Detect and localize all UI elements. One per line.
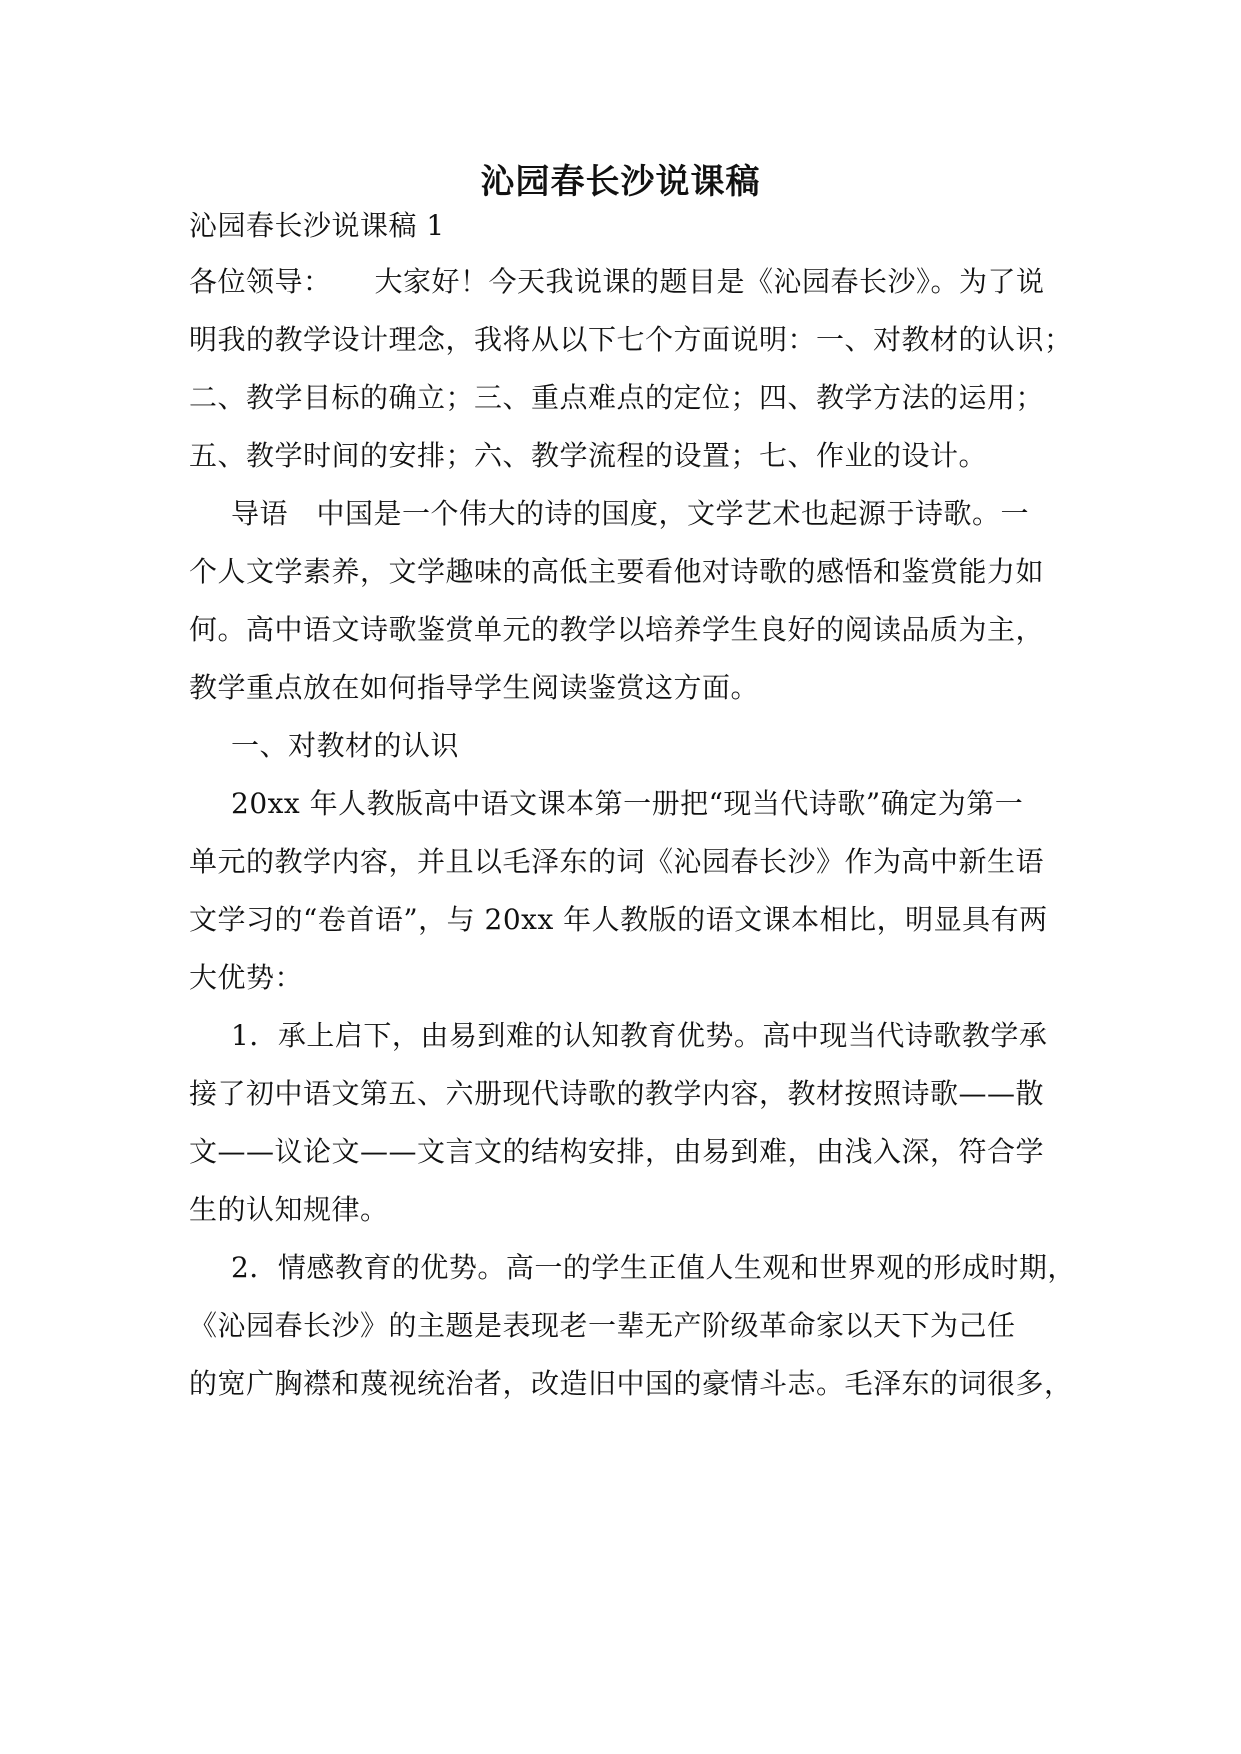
paragraph-line: 2．情感教育的优势。高一的学生正值人生观和世界观的形成时期， <box>231 1251 1076 1284</box>
paragraph-line: 文学习的“卷首语”，与 20xx 年人教版的语文课本相比，明显具有两 <box>189 903 1048 936</box>
paragraph-line: 生的认知规律。 <box>189 1193 389 1226</box>
paragraph-line: 的宽广胸襟和蔑视统治者，改造旧中国的豪情斗志。毛泽东的词很多， <box>189 1367 1073 1400</box>
paragraph-line: 接了初中语文第五、六册现代诗歌的教学内容，教材按照诗歌——散 <box>189 1077 1045 1110</box>
paragraph-line: 大优势： <box>189 961 304 994</box>
paragraph-line: 20xx 年人教版高中语文课本第一册把“现当代诗歌”确定为第一 <box>231 787 1024 820</box>
section-heading: 一、对教材的认识 <box>231 729 460 762</box>
paragraph-line: 《沁园春长沙》的主题是表现老一辈无产阶级革命家以天下为己任 <box>189 1309 1016 1342</box>
paragraph-line: 五、教学时间的安排；六、教学流程的设置；七、作业的设计。 <box>189 439 988 472</box>
paragraph-line: 1．承上启下，由易到难的认知教育优势。高中现当代诗歌教学承 <box>231 1019 1048 1052</box>
paragraph-line: 教学重点放在如何指导学生阅读鉴赏这方面。 <box>189 671 760 704</box>
paragraph-line: 文——议论文——文言文的结构安排，由易到难，由浅入深，符合学 <box>189 1135 1045 1168</box>
paragraph-line: 个人文学素养，文学趣味的高低主要看他对诗歌的感悟和鉴赏能力如 <box>189 555 1045 588</box>
subtitle-line: 沁园春长沙说课稿 1 <box>189 209 445 242</box>
paragraph-line: 各位领导： 大家好！今天我说课的题目是《沁园春长沙》。为了说 <box>189 265 1045 298</box>
paragraph-line: 明我的教学设计理念，我将从以下七个方面说明：一、对教材的认识； <box>189 323 1073 356</box>
paragraph-line: 导语 中国是一个伟大的诗的国度，文学艺术也起源于诗歌。一 <box>231 497 1030 530</box>
page-title: 沁园春长沙说课稿 <box>480 162 761 202</box>
paragraph-line: 何。高中语文诗歌鉴赏单元的教学以培养学生良好的阅读品质为主， <box>189 613 1045 646</box>
paragraph-line: 二、教学目标的确立；三、重点难点的定位；四、教学方法的运用； <box>189 381 1045 414</box>
paragraph-line: 单元的教学内容，并且以毛泽东的词《沁园春长沙》作为高中新生语 <box>189 845 1045 878</box>
